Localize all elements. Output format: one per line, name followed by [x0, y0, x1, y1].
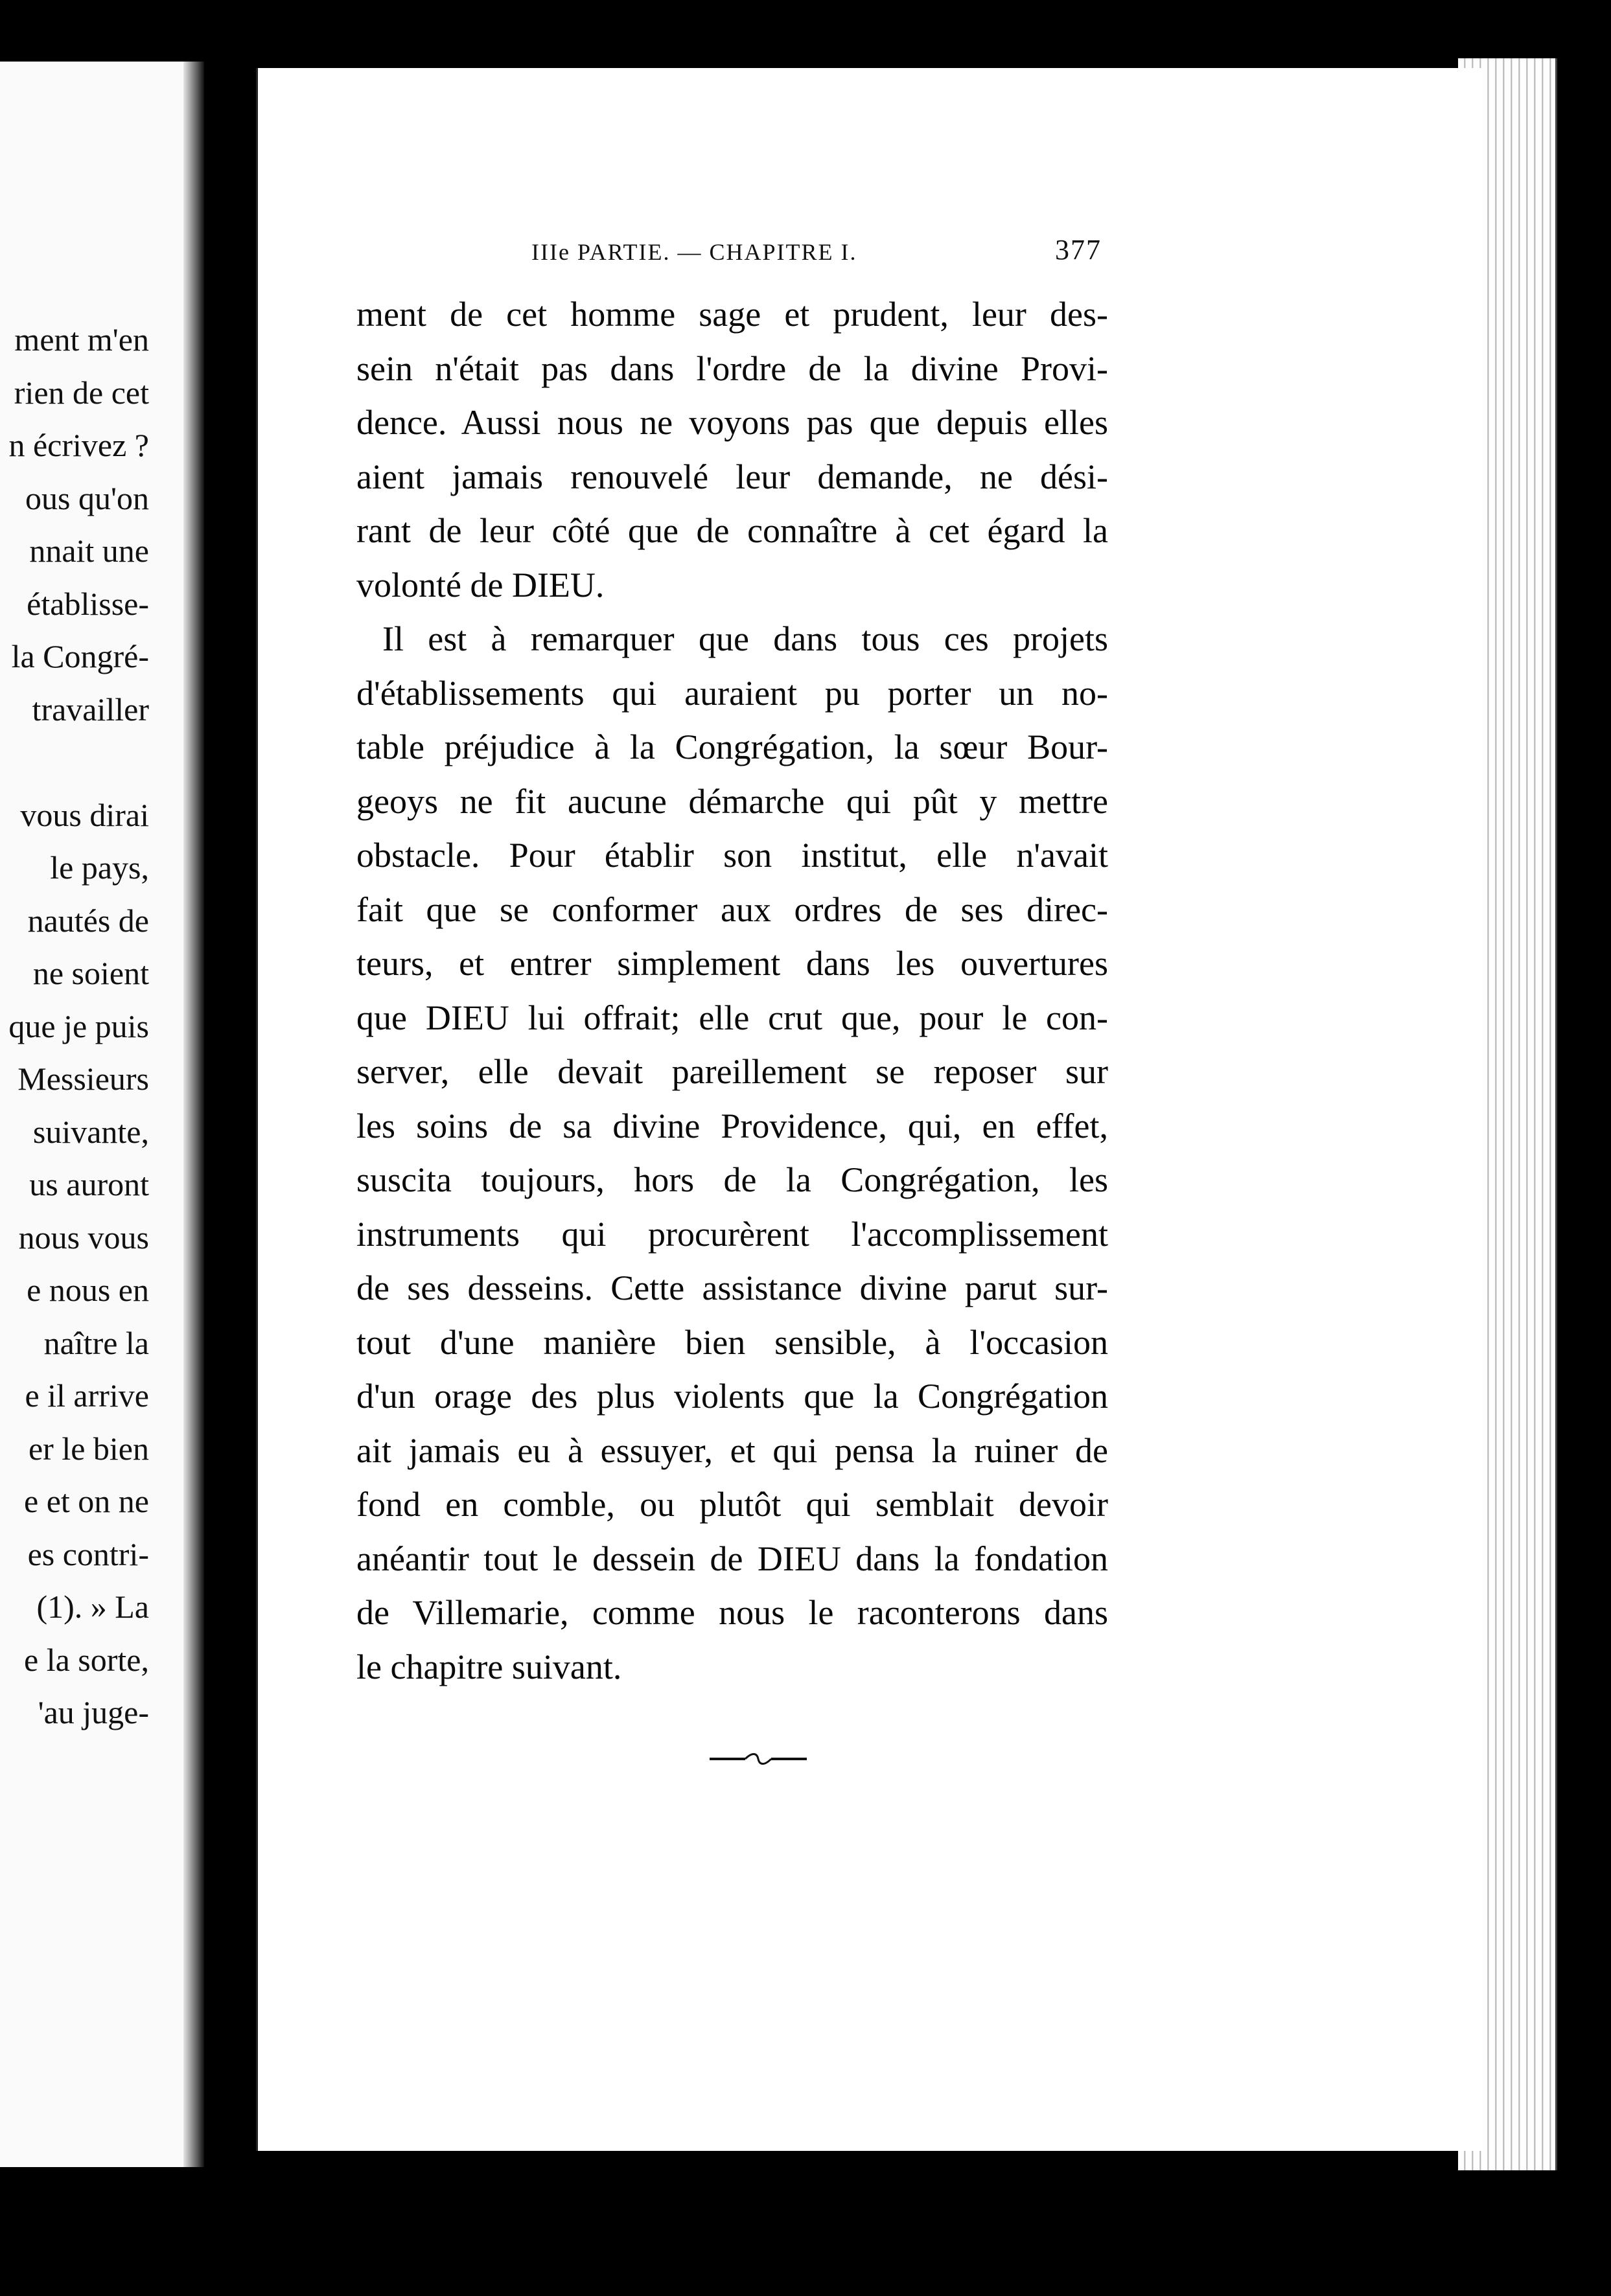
previous-page-line: e il arrive: [25, 1377, 149, 1414]
body-line: les soins de sa divine Providence, qui, en effet,: [356, 1106, 1108, 1145]
previous-page-line: er le bien: [28, 1430, 149, 1467]
previous-page-line: 'au juge-: [38, 1694, 149, 1730]
previous-page-line: e nous en: [27, 1272, 149, 1308]
body-line: geoys ne fit aucune démarche qui pût y mettre: [356, 781, 1108, 821]
running-head-title: IIIe PARTIE. — CHAPITRE I.: [531, 239, 857, 265]
previous-page-line: naître la: [43, 1324, 149, 1361]
body-line: de Villemarie, comme nous le raconterons dans: [356, 1593, 1108, 1632]
previous-page-line: vous dirai: [20, 796, 149, 833]
body-line: que DIEU lui offrait; elle crut que, pour le con-: [356, 998, 1108, 1037]
page-number: 377: [1055, 234, 1102, 266]
previous-page-line: es contri-: [27, 1535, 149, 1572]
previous-page-line: nautés de: [27, 902, 149, 939]
body-line: fond en comble, ou plutôt qui semblait devoir: [356, 1485, 1108, 1524]
previous-page-line: travailler: [32, 691, 149, 728]
previous-page-line: n écrivez ?: [8, 427, 149, 463]
tailpiece-ornament-icon: [706, 1749, 810, 1769]
body-line: anéantir tout le dessein de DIEU dans la fondation: [356, 1539, 1108, 1578]
previous-page-line: suivante,: [32, 1113, 149, 1150]
body-line: de ses desseins. Cette assistance divine parut sur-: [356, 1269, 1108, 1307]
body-line: volonté de DIEU.: [356, 565, 605, 604]
previous-page-line: ous qu'on: [25, 479, 149, 516]
body-line: aient jamais renouvelé leur demande, ne dési-: [356, 457, 1108, 496]
body-line: obstacle. Pour établir son institut, elle n'avait: [356, 836, 1108, 875]
previous-page-line: nnait une: [29, 533, 149, 569]
previous-page-line: e et on ne: [24, 1483, 149, 1519]
previous-page-line: e la sorte,: [24, 1641, 149, 1678]
body-line: rant de leur côté que de connaître à cet égard la: [356, 511, 1108, 550]
previous-page-line: Messieurs: [17, 1061, 149, 1097]
body-line: instruments qui procurèrent l'accomplissement: [356, 1214, 1108, 1254]
body-line: Il est à remarquer que dans tous ces projets: [382, 619, 1108, 658]
running-head: [531, 234, 1102, 277]
previous-page-line: nous vous: [18, 1219, 149, 1256]
body-line: suscita toujours, hors de la Congrégation, les: [356, 1160, 1108, 1199]
previous-page-line: établisse-: [27, 585, 149, 622]
body-line: dence. Aussi nous ne voyons pas que depuis elles: [356, 403, 1108, 442]
previous-page-line: (1). » La: [36, 1589, 149, 1625]
previous-page-line: ment m'en: [14, 321, 149, 358]
previous-page-line: que je puis: [8, 1007, 149, 1044]
previous-page-line: ne soient: [32, 955, 149, 991]
previous-page-line: la Congré-: [11, 638, 149, 674]
body-line: d'établissements qui auraient pu porter un no-: [356, 673, 1108, 713]
gutter-shadow: [183, 62, 204, 2167]
body-line: sein n'était pas dans l'ordre de la divine Provi-: [356, 349, 1108, 388]
body-line: table préjudice à la Congrégation, la sœur Bour-: [356, 728, 1108, 766]
body-line: tout d'une manière bien sensible, à l'occasion: [356, 1322, 1108, 1362]
previous-page-line: le pays,: [50, 849, 149, 886]
body-line: teurs, et entrer simplement dans les ouvertures: [356, 944, 1108, 983]
body-line: ment de cet homme sage et prudent, leur des-: [356, 295, 1108, 334]
previous-page-line: rien de cet: [14, 374, 149, 411]
body-line: ait jamais eu à essuyer, et qui pensa la ruiner de: [356, 1430, 1108, 1470]
previous-page-line: us auront: [29, 1166, 149, 1202]
body-line: server, elle devait pareillement se reposer sur: [356, 1052, 1108, 1091]
body-line: d'un orage des plus violents que la Congrégation: [356, 1377, 1108, 1416]
body-line: fait que se conformer aux ordres de ses direc-: [356, 890, 1108, 929]
body-line: le chapitre suivant.: [356, 1647, 622, 1686]
previous-page-fragment: [0, 62, 204, 2167]
